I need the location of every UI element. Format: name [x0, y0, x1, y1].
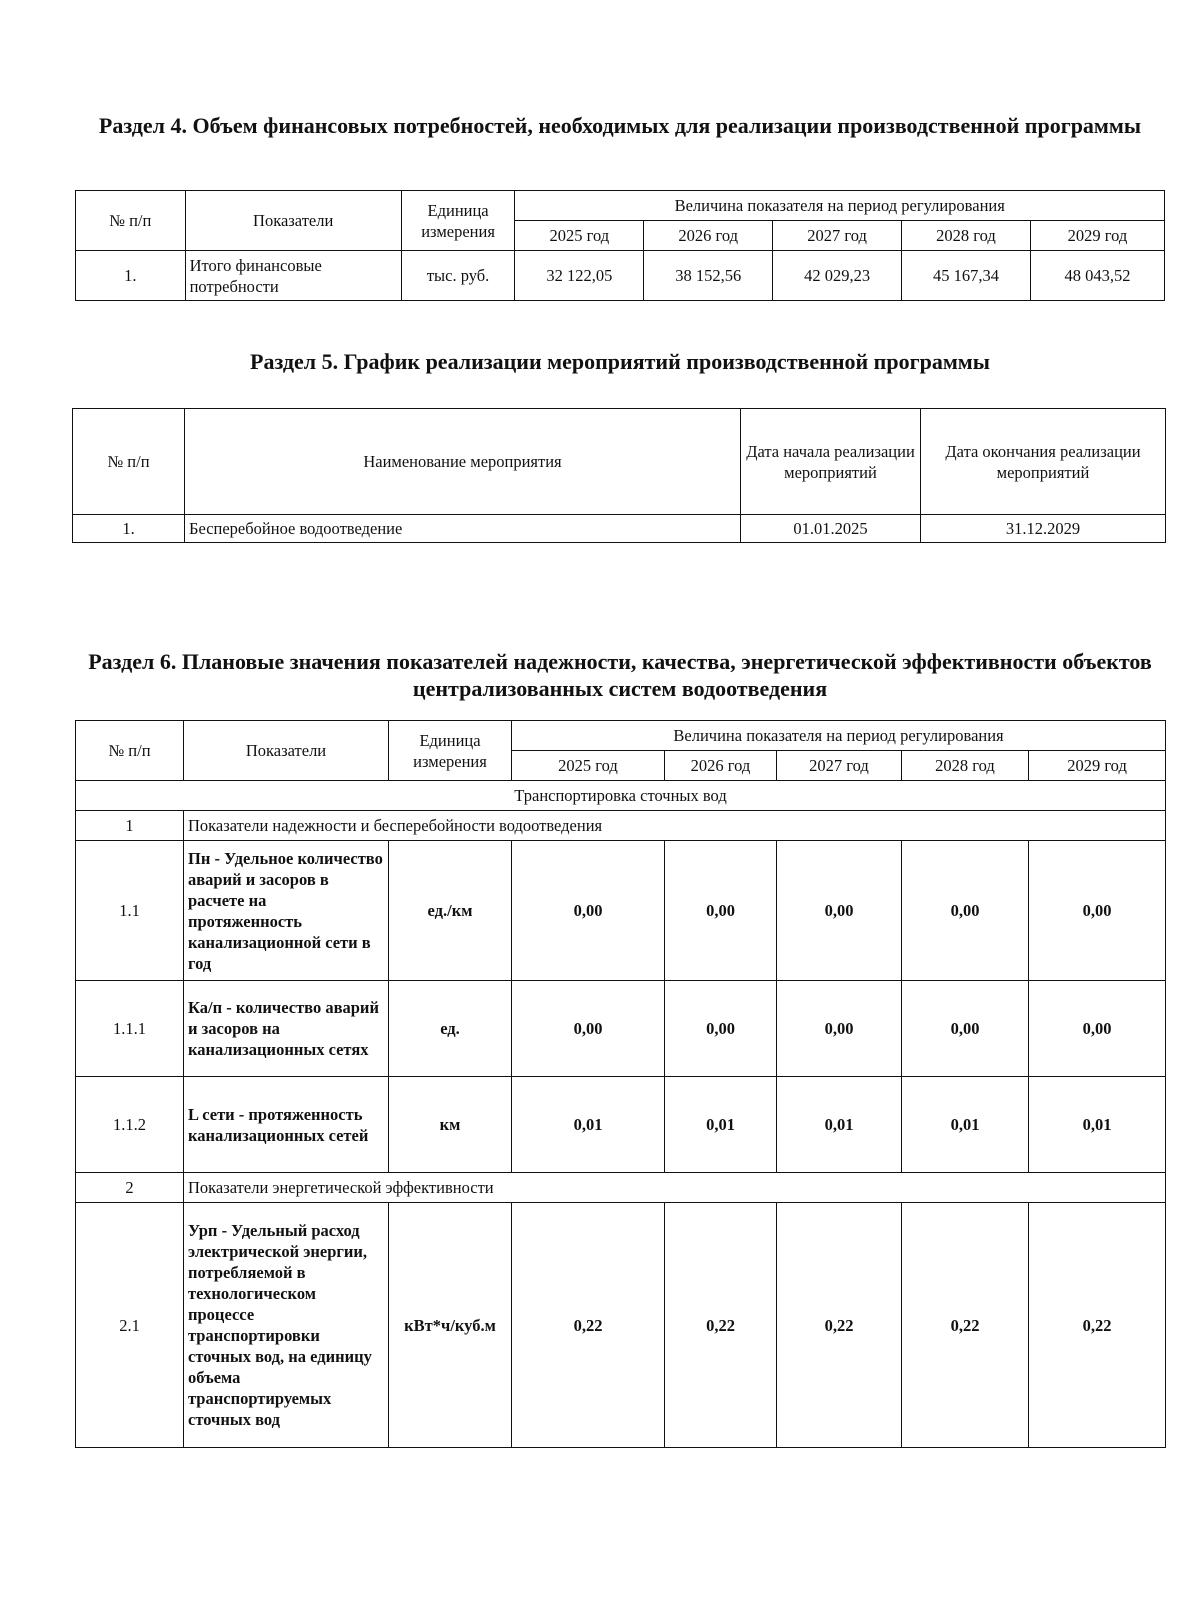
group-num: 1: [76, 811, 184, 841]
header-end-date: Дата окончания реализации мероприятий: [921, 409, 1166, 515]
header-year: 2025 год: [515, 221, 644, 251]
table-row: [76, 841, 1166, 981]
value-cell: 0,00: [902, 841, 1029, 981]
header-start-date: Дата начала реализации мероприятий: [741, 409, 921, 515]
header-indicator: Показатели: [185, 191, 401, 251]
value-cell: 48 043,52: [1030, 251, 1164, 301]
value-cell: 0,00: [512, 841, 665, 981]
value-cell: 32 122,05: [515, 251, 644, 301]
section6-table: [75, 720, 1166, 1448]
value-cell: 0,22: [665, 1203, 777, 1448]
value-cell: 0,01: [777, 1077, 902, 1173]
value-cell: 0,00: [512, 981, 665, 1077]
row-num: 2.1: [76, 1203, 184, 1448]
value-cell: 0,00: [665, 981, 777, 1077]
header-year: 2026 год: [665, 751, 777, 781]
value-cell: 0,01: [1029, 1077, 1166, 1173]
header-unit: Единица измерения: [401, 191, 515, 251]
header-year: 2026 год: [644, 221, 773, 251]
value-cell: 0,22: [512, 1203, 665, 1448]
section4-title: Раздел 4. Объем финансовых потребностей, необходимых для реализации производственной программы: [98, 113, 1142, 138]
value-cell: 0,22: [777, 1203, 902, 1448]
section5-table: [72, 408, 1166, 543]
row-indicator: Итого финансовые потребности: [185, 251, 401, 301]
row-unit: ед./км: [389, 841, 512, 981]
row-start-date: 01.01.2025: [741, 515, 921, 543]
header-year: 2027 год: [777, 751, 902, 781]
table-row: [76, 981, 1166, 1077]
header-event-name: Наименование мероприятия: [185, 409, 741, 515]
value-cell: 0,22: [902, 1203, 1029, 1448]
value-cell: 0,00: [665, 841, 777, 981]
header-year: 2029 год: [1030, 221, 1164, 251]
header-unit: Единица измерения: [389, 721, 512, 781]
section4-table: [75, 190, 1165, 301]
row-num: 1.1.2: [76, 1077, 184, 1173]
row-num: 1.: [73, 515, 185, 543]
group-title: Показатели энергетической эффективности: [184, 1173, 1166, 1203]
value-cell: 0,01: [902, 1077, 1029, 1173]
table-row: [76, 251, 1165, 301]
row-indicator: Ка/п - количество аварий и засоров на канализационных сетях: [184, 981, 389, 1077]
group-row: [76, 1173, 1166, 1203]
table-row: [76, 1203, 1166, 1448]
value-cell: 0,00: [777, 841, 902, 981]
header-num: № п/п: [76, 191, 186, 251]
header-period: Величина показателя на период регулирования: [512, 721, 1166, 751]
value-cell: 38 152,56: [644, 251, 773, 301]
section6-title: Раздел 6. Плановые значения показателей надежности, качества, энергетической эффективности объектов централизованных систем водоотведения: [88, 649, 1152, 701]
row-indicator: Урп - Удельный расход электрической энергии, потребляемой в технологическом процессе транспортировки сточных вод, на единицу объема транспортируемых сточных вод: [184, 1203, 389, 1448]
table-row: [76, 1077, 1166, 1173]
header-indicator: Показатели: [184, 721, 389, 781]
value-cell: 45 167,34: [902, 251, 1031, 301]
value-cell: 42 029,23: [773, 251, 902, 301]
header-year: 2029 год: [1029, 751, 1166, 781]
row-num: 1.1: [76, 841, 184, 981]
row-num: 1.: [76, 251, 186, 301]
row-indicator: L сети - протяженность канализационных сетей: [184, 1077, 389, 1173]
value-cell: 0,00: [777, 981, 902, 1077]
row-unit: тыс. руб.: [401, 251, 515, 301]
value-cell: 0,00: [902, 981, 1029, 1077]
table-subtitle: Транспортировка сточных вод: [76, 781, 1166, 811]
row-end-date: 31.12.2029: [921, 515, 1166, 543]
header-period: Величина показателя на период регулирования: [515, 191, 1165, 221]
value-cell: 0,22: [1029, 1203, 1166, 1448]
header-num: № п/п: [76, 721, 184, 781]
row-event-name: Бесперебойное водоотведение: [185, 515, 741, 543]
row-indicator: Пн - Удельное количество аварий и засоров в расчете на протяженность канализационной сети в год: [184, 841, 389, 981]
header-year: 2025 год: [512, 751, 665, 781]
section5-title: Раздел 5. График реализации мероприятий производственной программы: [250, 349, 990, 374]
value-cell: 0,00: [1029, 981, 1166, 1077]
header-num: № п/п: [73, 409, 185, 515]
value-cell: 0,00: [1029, 841, 1166, 981]
header-year: 2028 год: [902, 221, 1031, 251]
row-unit: ед.: [389, 981, 512, 1077]
header-year: 2028 год: [902, 751, 1029, 781]
row-unit: км: [389, 1077, 512, 1173]
value-cell: 0,01: [665, 1077, 777, 1173]
row-unit: кВт*ч/куб.м: [389, 1203, 512, 1448]
table-row: [73, 515, 1166, 543]
group-num: 2: [76, 1173, 184, 1203]
group-title: Показатели надежности и бесперебойности водоотведения: [184, 811, 1166, 841]
group-row: [76, 811, 1166, 841]
row-num: 1.1.1: [76, 981, 184, 1077]
header-year: 2027 год: [773, 221, 902, 251]
value-cell: 0,01: [512, 1077, 665, 1173]
